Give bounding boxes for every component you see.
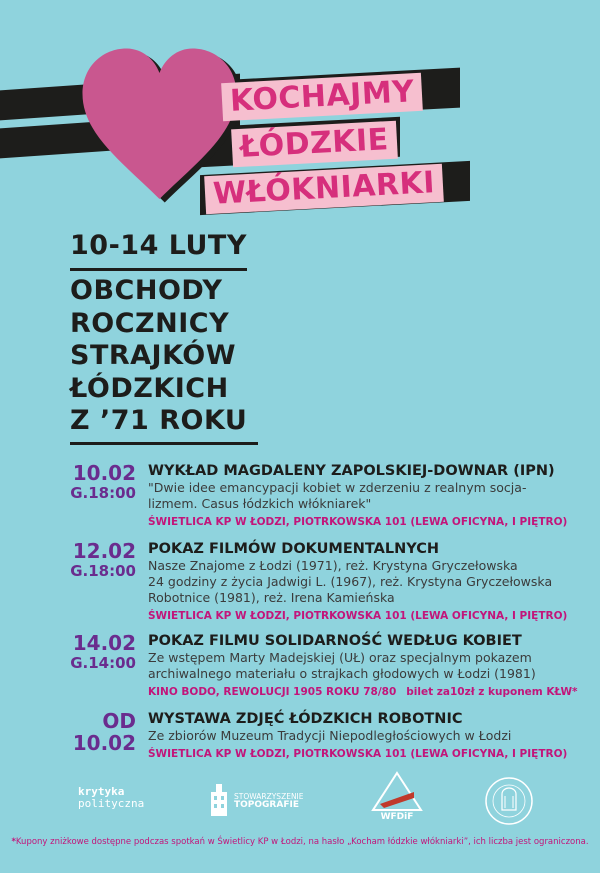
event-date-block xyxy=(60,540,136,580)
event-date: OD xyxy=(102,709,136,733)
event-time: G.14:00 xyxy=(70,654,136,672)
heading-date: 10-14 LUTY xyxy=(70,230,247,271)
museum-seal-logo xyxy=(484,776,534,830)
event-description-line: "Dwie idee emancypacji kobiet w zderzeniu z realnym socja- xyxy=(148,480,527,495)
heading-divider xyxy=(70,442,258,445)
event-description-line: Ze zbiorów Muzeum Tradycji Niepodległościowych w Łodzi xyxy=(148,728,512,743)
event-description-line: Nasze Znajome z Łodzi (1971), reż. Krystyna Gryczełowska xyxy=(148,558,518,573)
event-date-block xyxy=(60,710,136,754)
event-description-line: 24 godziny z życia Jadwigi L. (1967), reż. Krystyna Gryczełowska xyxy=(148,574,553,589)
event-date: 14.02 xyxy=(72,631,136,655)
krytyka-polityczna-logo xyxy=(78,786,144,810)
triangle-icon xyxy=(370,770,424,814)
event-description-line: lizmem. Casus łódzkich włókniarek" xyxy=(148,496,372,511)
banner-line-3: WŁÓKNIARKI xyxy=(204,164,444,214)
event-time: G.18:00 xyxy=(70,562,136,580)
event-location: ŚWIETLICA KP W ŁODZI, PIOTRKOWSKA 101 (LEWA OFICYNA, I PIĘTRO) xyxy=(148,610,568,622)
building-icon xyxy=(208,782,230,818)
logo-text: polityczna xyxy=(78,797,145,810)
event-date-block xyxy=(60,462,136,502)
event-time: G.18:00 xyxy=(70,484,136,502)
heading-line: STRAJKÓW xyxy=(70,340,237,371)
banner-line-2: ŁÓDZKIE xyxy=(231,121,398,168)
event-location: ŚWIETLICA KP W ŁODZI, PIOTRKOWSKA 101 (LEWA OFICYNA, I PIĘTRO) xyxy=(148,748,568,760)
event-date: 10.02 xyxy=(72,461,136,485)
footnote-mark: * xyxy=(11,837,16,847)
partner-logos xyxy=(0,770,600,830)
event-description xyxy=(148,728,598,744)
event-date: 12.02 xyxy=(72,539,136,563)
event-location: ŚWIETLICA KP W ŁODZI, PIOTRKOWSKA 101 (LEWA OFICYNA, I PIĘTRO) xyxy=(148,516,568,528)
event-title: POKAZ FILMÓW DOKUMENTALNYCH xyxy=(148,541,440,557)
event-location xyxy=(148,684,598,700)
main-heading xyxy=(70,230,270,445)
footer-note xyxy=(0,836,600,848)
event-description-line: Ze wstępem Marty Madejskiej (UŁ) oraz specjalnym pokazem xyxy=(148,650,532,665)
heading-line: OBCHODY xyxy=(70,275,223,306)
event-title: WYKŁAD MAGDALENY ZAPOLSKIEJ-DOWNAR (IPN) xyxy=(148,463,555,479)
event-location-text: KINO BODO, REWOLUCJI 1905 ROKU 78/80 xyxy=(148,686,397,698)
footer-text: Kupony zniżkowe dostępne podczas spotkań w Świetlicy KP w Łodzi, na hasło „Kocham łódzkie włókniarki”, ich liczba jest ograniczona. xyxy=(15,837,589,847)
event-description-line: archiwalnego materiału o strajkach głodowych w Łodzi (1981) xyxy=(148,666,536,681)
banner-line-1: KOCHAJMY xyxy=(221,73,423,121)
event-description-line: Robotnice (1981), reż. Irena Kamieńska xyxy=(148,590,395,605)
logo-text: krytyka xyxy=(78,785,125,798)
event-date-block xyxy=(60,632,136,672)
event-title: WYSTAWA ZDJĘĆ ŁÓDZKICH ROBOTNIC xyxy=(148,711,463,727)
event-title: POKAZ FILMU SOLIDARNOŚĆ WEDŁUG KOBIET xyxy=(148,633,522,649)
logo-text: TOPOGRAFIE xyxy=(234,800,299,810)
wfdif-logo xyxy=(370,770,424,826)
event-description xyxy=(148,480,598,512)
heading-line: Z ’71 ROKU xyxy=(70,405,248,436)
event-time: 10.02 xyxy=(72,731,136,755)
heading-line: ŁÓDZKICH xyxy=(70,372,229,404)
event-description xyxy=(148,558,598,606)
logo-text: WFDiF xyxy=(380,812,414,822)
ticket-note: bilet za10zł z kuponem KŁW* xyxy=(406,686,578,698)
logo-text: STOWARZYSZENIE xyxy=(234,792,304,801)
event-description xyxy=(148,650,598,682)
heading-line: ROCZNICY xyxy=(70,307,230,339)
